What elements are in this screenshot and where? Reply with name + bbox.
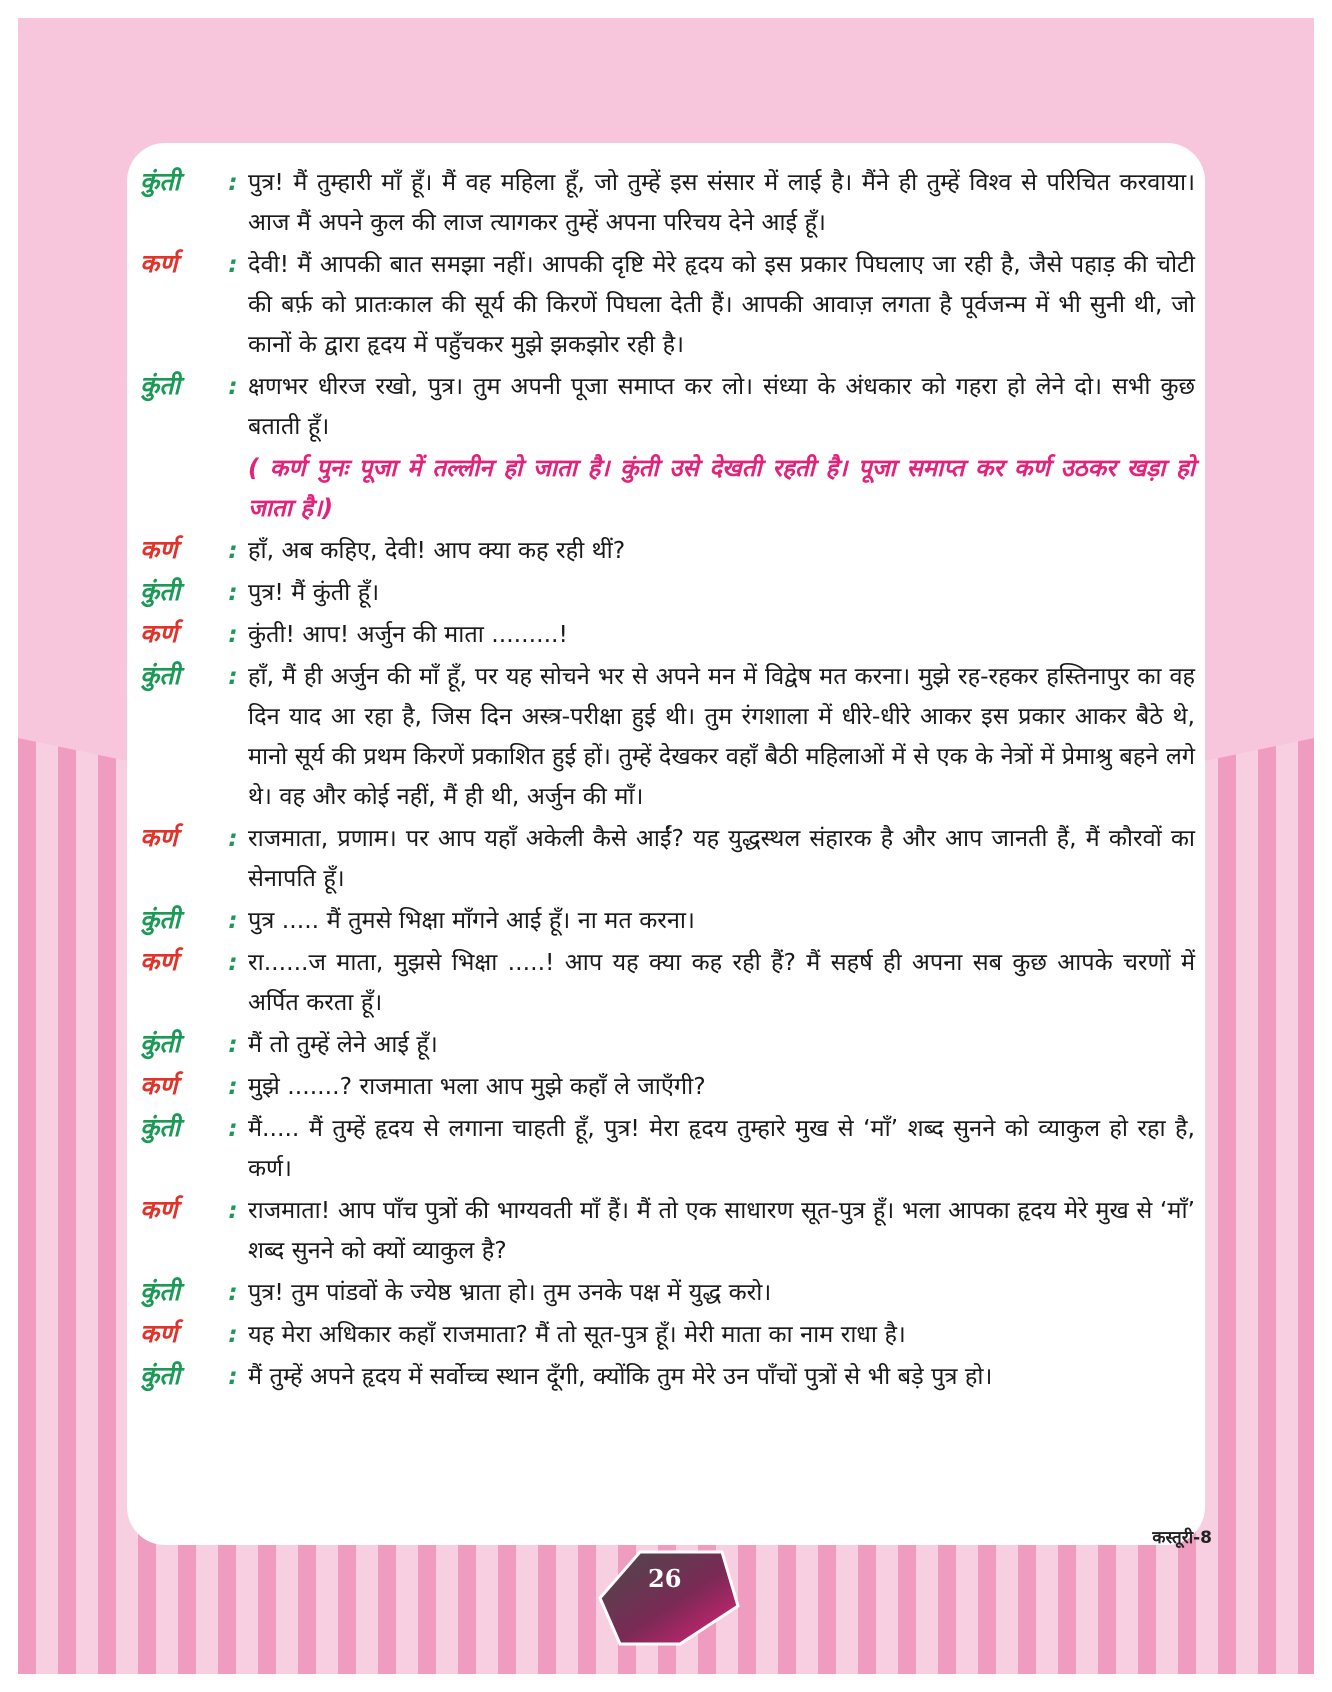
dialogue-text: पुत्र! मैं तुम्हारी माँ हूँ। मैं वह महिला हूँ, जो तुम्हें इस संसार में लाई है। मैंने ही तुम्हें विश्व से परिचित करवाया। आज मैं अपने कुल की लाज त्यागकर तुम्हें अपना परिचय देने आई हूँ। xyxy=(248,168,1195,236)
dialogue-line xyxy=(140,244,1195,364)
speaker-separator: : xyxy=(228,1030,238,1058)
speaker-name: कुंती xyxy=(140,1277,180,1306)
dialogue-line xyxy=(140,900,1195,940)
dialogue-text: कुंती! आप! अर्जुन की माता .........! xyxy=(248,620,568,648)
dialogue-text: राजमाता! आप पाँच पुत्रों की भाग्यवती माँ हैं। मैं तो एक साधारण सूत-पुत्र हूँ। भला आपका हृदय मेरे मुख से ‘माँ’ शब्द सुनने को क्यों व्याकुल है? xyxy=(248,1196,1195,1264)
dialogue-text: हाँ, मैं ही अर्जुन की माँ हूँ, पर यह सोचने भर से अपने मन में विद्वेष मत करना। मुझे रह-रहकर हस्तिनापुर का वह दिन याद आ रहा है, जिस दिन अस्त्र-परीक्षा हुई थी। तुम रंगशाला में धीरे-धीरे आकर इस प्रकार आकर बैठे थे, मानो सूर्य की प्रथम किरणें प्रकाशित हुई हों। तुम्हें देखकर वहाँ बैठी महिलाओं में से एक के नेत्रों में प्रेमाश्रु बहने लगे थे। वह और कोई नहीं, मैं ही थी, अर्जुन की माँ। xyxy=(248,662,1195,810)
speaker-name: कुंती xyxy=(140,1113,180,1142)
speaker-separator: : xyxy=(228,1278,238,1306)
speaker-name: कुंती xyxy=(140,1361,180,1390)
dialogue-line xyxy=(140,1066,1195,1106)
dialogue-line xyxy=(140,366,1195,446)
speaker-separator: : xyxy=(228,250,238,278)
speaker-name: कुंती xyxy=(140,1029,180,1058)
dialogue-line xyxy=(140,1024,1195,1064)
speaker-separator: : xyxy=(228,948,238,976)
dialogue-text: मैं तो तुम्हें लेने आई हूँ। xyxy=(248,1030,438,1058)
speaker-separator: : xyxy=(228,168,238,196)
dialogue-line xyxy=(140,1314,1195,1354)
speaker-separator: : xyxy=(228,906,238,934)
dialogue-line xyxy=(140,530,1195,570)
speaker-separator: : xyxy=(228,372,238,400)
dialogue-line xyxy=(140,942,1195,1022)
speaker-separator: : xyxy=(228,1114,238,1142)
dialogue-line xyxy=(140,656,1195,816)
dialogue-line xyxy=(140,818,1195,898)
speaker-name: कर्ण xyxy=(140,823,178,852)
speaker-separator: : xyxy=(228,1196,238,1224)
speaker-name: कुंती xyxy=(140,577,180,606)
dialogue-list xyxy=(140,162,1195,1398)
dialogue-text: रा......ज माता, मुझसे भिक्षा .....! आप यह क्या कह रही हैं? मैं सहर्ष ही अपना सब कुछ आपके चरणों में अर्पित करता हूँ। xyxy=(248,948,1195,1016)
speaker-name: कर्ण xyxy=(140,1319,178,1348)
dialogue-line xyxy=(140,1108,1195,1188)
dialogue-text: मैं तुम्हें अपने हृदय में सर्वोच्च स्थान दूँगी, क्योंकि तुम मेरे उन पाँचों पुत्रों से भी बड़े पुत्र हो। xyxy=(248,1362,993,1390)
dialogue-text: मैं..... मैं तुम्हें हृदय से लगाना चाहती हूँ, पुत्र! मेरा हृदय तुम्हारे मुख से ‘माँ’ शब्द सुनने को व्याकुल हो रहा है, कर्ण। xyxy=(248,1114,1195,1182)
dialogue-text: पुत्र! तुम पांडवों के ज्येष्ठ भ्राता हो। तुम उनके पक्ष में युद्ध करो। xyxy=(248,1278,772,1306)
dialogue-text: राजमाता, प्रणाम। पर आप यहाँ अकेली कैसे आईं? यह युद्धस्थल संहारक है और आप जानती हैं, मैं कौरवों का सेनापति हूँ। xyxy=(248,824,1195,892)
speaker-separator: : xyxy=(228,1320,238,1348)
dialogue-line xyxy=(140,1272,1195,1312)
speaker-name: कर्ण xyxy=(140,619,178,648)
page-number: 26 xyxy=(648,1564,682,1593)
speaker-name: कर्ण xyxy=(140,1071,178,1100)
page-badge xyxy=(590,1548,740,1648)
dialogue-text: यह मेरा अधिकार कहाँ राजमाता? मैं तो सूत-पुत्र हूँ। मेरी माता का नाम राधा है। xyxy=(248,1320,906,1348)
speaker-name: कुंती xyxy=(140,661,180,690)
speaker-separator: : xyxy=(228,536,238,564)
dialogue-line xyxy=(140,614,1195,654)
speaker-name: कुंती xyxy=(140,371,180,400)
speaker-name: कर्ण xyxy=(140,947,178,976)
dialogue-line xyxy=(140,1356,1195,1396)
speaker-separator: : xyxy=(228,1362,238,1390)
speaker-name: कुंती xyxy=(140,905,180,934)
speaker-separator: : xyxy=(228,662,238,690)
stage-direction: ( कर्ण पुनः पूजा में तल्लीन हो जाता है। कुंती उसे देखती रहती है। पूजा समाप्त कर कर्ण उठकर खड़ा हो जाता है।) xyxy=(248,454,1195,522)
dialogue-text: क्षणभर धीरज रखो, पुत्र। तुम अपनी पूजा समाप्त कर लो। संध्या के अंधकार को गहरा हो लेने दो। सभी कुछ बताती हूँ। xyxy=(248,372,1195,440)
dialogue-line xyxy=(140,162,1195,242)
speaker-separator: : xyxy=(228,578,238,606)
dialogue-text: देवी! मैं आपकी बात समझा नहीं। आपकी दृष्टि मेरे हृदय को इस प्रकार पिघलाए जा रही है, जैसे पहाड़ की चोटी की बर्फ़ को प्रातःकाल की सूर्य की किरणें पिघला देती हैं। आपकी आवाज़ लगता है पूर्वजन्म में भी सुनी थी, जो कानों के द्वारा हृदय में पहुँचकर मुझे झकझोर रही है। xyxy=(248,250,1195,358)
speaker-name: कर्ण xyxy=(140,249,178,278)
dialogue-text: मुझे .......? राजमाता भला आप मुझे कहाँ ले जाएँगी? xyxy=(248,1072,706,1100)
speaker-separator: : xyxy=(228,620,238,648)
dialogue-line xyxy=(140,572,1195,612)
speaker-separator: : xyxy=(228,824,238,852)
dialogue-line xyxy=(140,1190,1195,1270)
speaker-separator: : xyxy=(228,1072,238,1100)
dialogue-text: पुत्र ..... मैं तुमसे भिक्षा माँगने आई हूँ। ना मत करना। xyxy=(248,906,695,934)
book-label: कस्तूरी-8 xyxy=(1152,1528,1212,1548)
dialogue-text: हाँ, अब कहिए, देवी! आप क्या कह रही थीं? xyxy=(248,536,626,564)
speaker-name: कर्ण xyxy=(140,535,178,564)
dialogue-text: पुत्र! मैं कुंती हूँ। xyxy=(248,578,380,606)
speaker-name: कर्ण xyxy=(140,1195,178,1224)
speaker-name: कुंती xyxy=(140,167,180,196)
